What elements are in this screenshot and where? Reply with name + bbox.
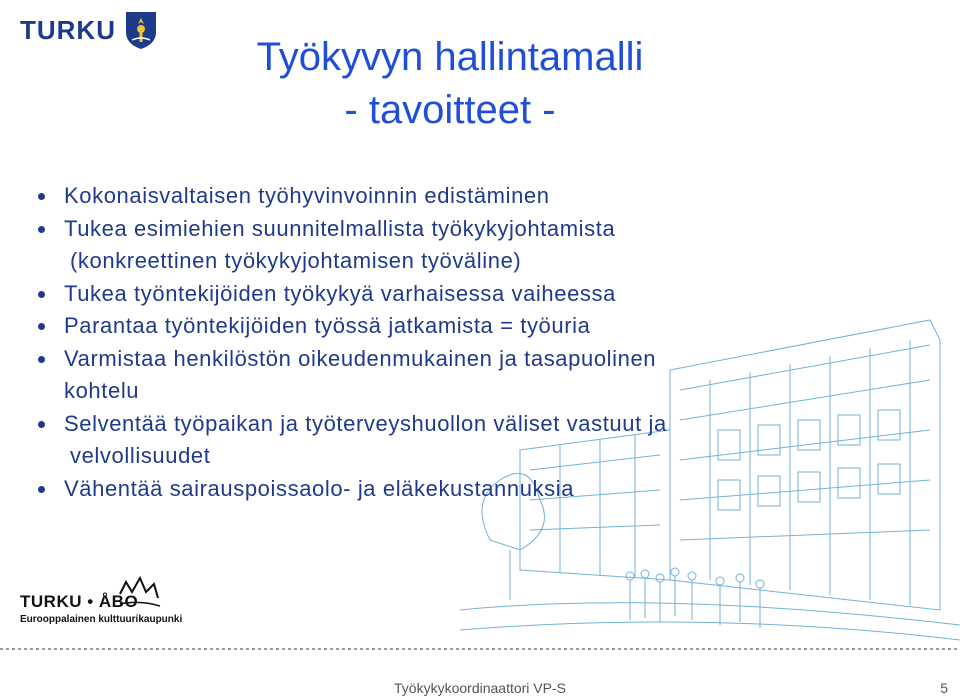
culture-logo-word: TURKU • ÅBO <box>20 592 139 611</box>
bullet-icon <box>38 291 45 298</box>
bullet-icon <box>38 226 45 233</box>
brand-name: TURKU <box>20 14 116 45</box>
bullet-icon <box>38 356 45 363</box>
bullet-text: Parantaa työntekijöiden työssä jatkamista = työuria <box>64 313 591 338</box>
page-number: 5 <box>940 680 948 696</box>
bullet-text: Kokonaisvaltaisen työhyvinvoinnin edistäminen <box>64 183 550 208</box>
list-item <box>36 213 856 278</box>
bullet-icon <box>38 486 45 493</box>
bullet-text: Selventää työpaikan ja työterveyshuollon väliset vastuut ja <box>64 410 667 436</box>
goals-list <box>36 180 856 505</box>
bullet-text: Varmistaa henkilöstön oikeudenmukainen ja tasapuolinen <box>64 345 657 371</box>
bullet-continuation: velvollisuudet <box>70 443 211 468</box>
slide-subtitle: - tavoitteet - <box>344 88 556 132</box>
bullet-icon <box>38 323 45 330</box>
bullet-continuation: (konkreettinen työkykyjohtamisen työväline) <box>70 248 522 273</box>
bullet-text: Tukea esimiehien suunnitelmallista työkykyjohtamista <box>64 215 616 241</box>
culture-logo-subtitle: Eurooppalainen kulttuurikaupunki <box>20 614 183 625</box>
footer-text: Työkykykoordinaattori VP-S <box>394 680 566 696</box>
list-item <box>36 408 856 473</box>
bullet-icon <box>38 193 45 200</box>
bullet-icon <box>38 421 45 428</box>
list-item <box>36 343 856 408</box>
slide-title: Työkyvyn hallintamalli <box>256 35 644 79</box>
list-item <box>36 180 856 213</box>
bullet-text: Vähentää sairauspoissaolo- ja eläkekustannuksia <box>64 475 575 501</box>
list-item <box>36 473 856 506</box>
bullet-continuation: kohtelu <box>64 378 140 403</box>
list-item <box>36 278 856 311</box>
list-item <box>36 310 856 343</box>
bullet-text: Tukea työntekijöiden työkykyä varhaisessa vaiheessa <box>64 280 616 306</box>
